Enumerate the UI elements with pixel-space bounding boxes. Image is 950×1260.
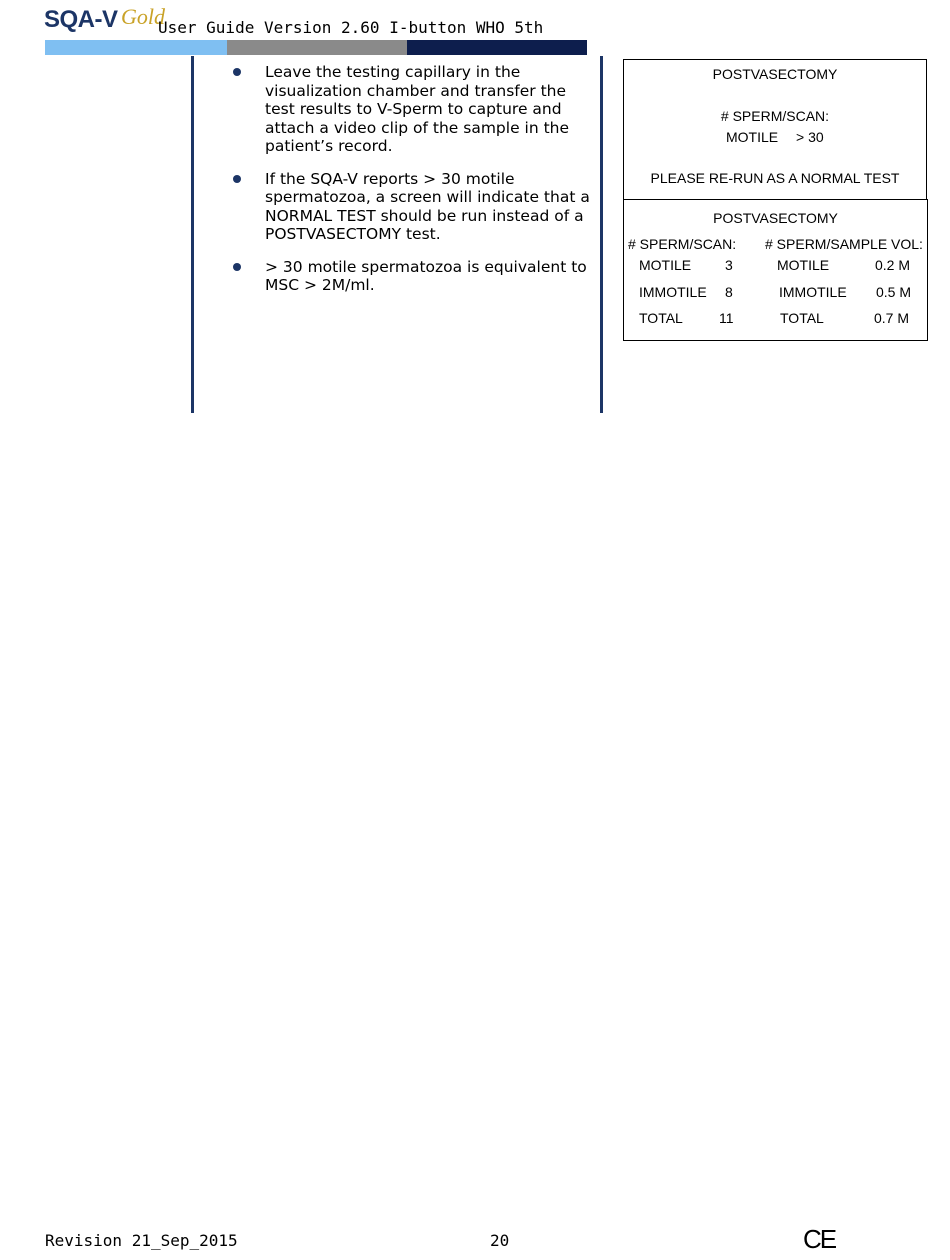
rerun-message: PLEASE RE-RUN AS A NORMAL TEST xyxy=(650,170,900,186)
header-bar-gray xyxy=(227,40,407,55)
device-screen-results xyxy=(623,199,928,341)
row-left-value: 11 xyxy=(719,310,734,326)
row-left-label: TOTAL xyxy=(639,310,683,326)
bullet-icon xyxy=(233,263,241,271)
row-right-label: MOTILE xyxy=(777,257,830,273)
row-right-value: 0.2 M xyxy=(875,257,911,273)
header-bar-light-blue xyxy=(45,40,227,55)
screen-title: POSTVASECTOMY xyxy=(712,66,838,82)
instruction-item xyxy=(233,170,593,244)
instruction-text: > 30 motile spermatozoa is equivalent to MSC > 2M/ml. xyxy=(265,257,587,294)
instruction-text: If the SQA-V reports > 30 motile spermatozoa, a screen will indicate that a NORMAL TEST should be run instead of a POSTVASECTOMY test. xyxy=(265,169,590,243)
row-left-value: 3 xyxy=(725,257,733,273)
sperm-scan-header: # SPERM/SCAN: xyxy=(628,236,737,252)
row-left-label: MOTILE xyxy=(639,257,692,273)
row-right-label: TOTAL xyxy=(780,310,824,326)
screen-title: POSTVASECTOMY xyxy=(713,210,838,226)
bullet-icon xyxy=(233,175,241,183)
page-number: 20 xyxy=(490,1231,510,1250)
logo-gold: Gold xyxy=(121,4,165,29)
right-vertical-rule xyxy=(600,56,603,413)
motile-value: > 30 xyxy=(796,129,824,145)
row-left-value: 8 xyxy=(725,284,733,300)
screen-subtitle: # SPERM/SCAN: xyxy=(720,108,830,124)
guide-title: User Guide Version 2.60 I-button WHO 5th xyxy=(158,18,544,37)
header-bar-navy xyxy=(407,40,587,55)
revision-text: Revision 21_Sep_2015 xyxy=(45,1231,238,1250)
sperm-sample-vol-header: # SPERM/SAMPLE VOL: xyxy=(765,236,923,252)
logo-sqa-v: SQA-V xyxy=(44,6,118,33)
row-left-label: IMMOTILE xyxy=(639,284,707,300)
row-right-label: IMMOTILE xyxy=(779,284,847,300)
row-right-value: 0.5 M xyxy=(876,284,912,300)
instruction-text: Leave the testing capillary in the visualization chamber and transfer the test results to V-Sperm to capture and attach a video clip of the sample in the patient’s record. xyxy=(265,63,570,155)
instruction-item xyxy=(233,63,593,156)
device-screen-rerun xyxy=(623,59,927,200)
left-vertical-rule xyxy=(191,56,194,413)
bullet-icon xyxy=(233,68,241,76)
instruction-item xyxy=(233,258,593,295)
row-right-value: 0.7 M xyxy=(874,310,910,326)
motile-label: MOTILE xyxy=(726,129,779,145)
ce-mark-icon: CE xyxy=(803,1224,836,1254)
instruction-list xyxy=(233,63,593,309)
